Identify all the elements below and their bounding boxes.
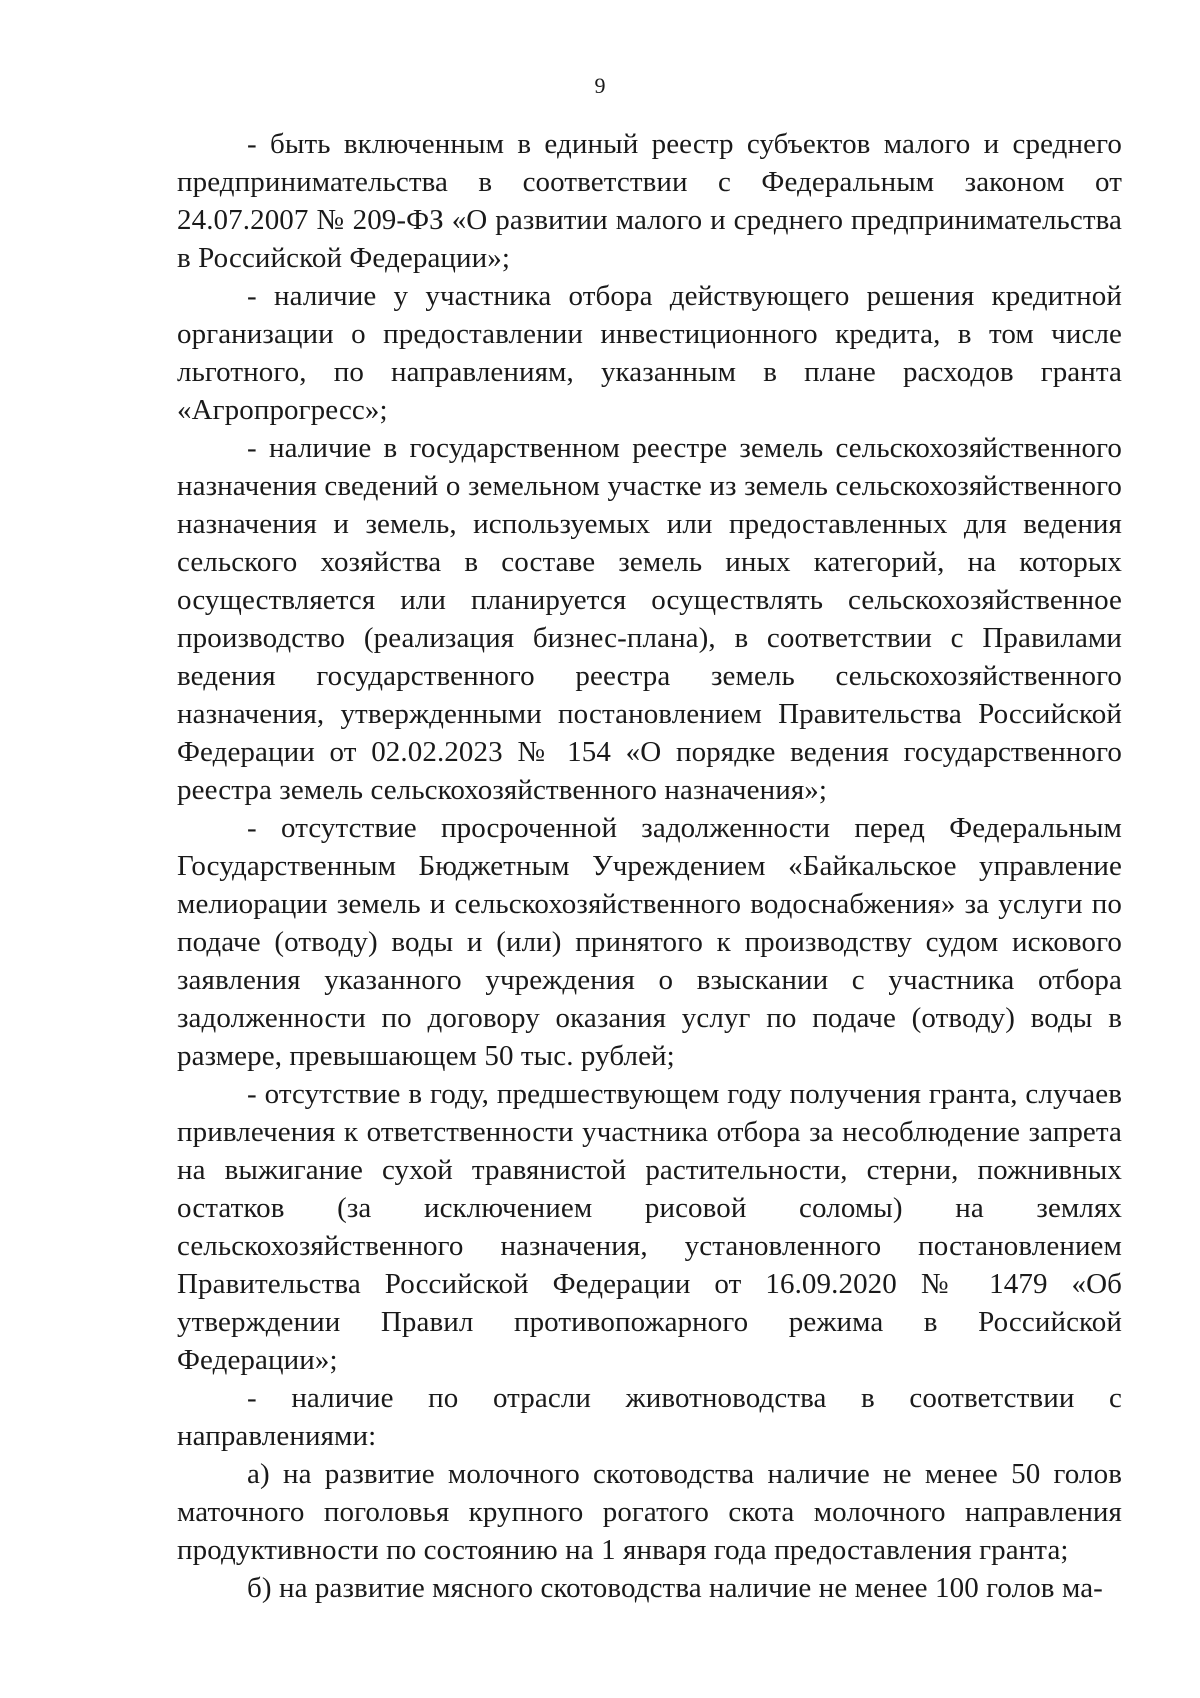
paragraph-investment-credit: - наличие у участника отбора действующего решения кредитной организации о предоставлении инвестиционного кредита, в том числе льготного, по направлениям, указанным в плане расходов гранта «Агропрогресс»;	[177, 280, 1122, 426]
document-body	[177, 125, 1122, 1607]
paragraph-no-fire-violations: - отсутствие в году, предшествующем году получения гранта, случаев привлечения к ответственности участника отбора за несоблюдение запрета на выжигание сухой травянистой растительности, стерни, пожнивных остатков (за исключением рисовой соломы) на землях сельскохозяйственного назначения, установленного постановлением Правительства Российской Федерации от 16.09.2020 № 1479 «Об утверждении Правил противопожарного режима в Российской Федерации»;	[177, 1078, 1122, 1376]
page-number: 9	[594, 73, 606, 98]
paragraph-sme-registry: - быть включенным в единый реестр субъектов малого и среднего предпринимательства в соответствии с Федеральным законом от 24.07.2007 № 209-ФЗ «О развитии малого и среднего предпринимательства в Российской Федерации»;	[177, 128, 1122, 274]
paragraph-no-overdue-debt: - отсутствие просроченной задолженности перед Федеральным Государственным Бюджетным Учреждением «Байкальское управление мелиорации земель и сельскохозяйственного водоснабжения» за услуги по подаче (отводу) воды и (или) принятого к производству судом искового заявления указанного учреждения о взыскании с участника отбора задолженности по договору оказания услуг по подаче (отводу) воды в размере, превышающем 50 тыс. рублей;	[177, 812, 1122, 1072]
paragraph-land-registry: - наличие в государственном реестре земель сельскохозяйственного назначения сведений о земельном участке из земель сельскохозяйственного назначения и земель, используемых или предоставленных для ведения сельского хозяйства в составе земель иных категорий, на которых осуществляется или планируется осуществлять сельскохозяйственное производство (реализация бизнес-плана), в соответствии с Правилами ведения государственного реестра земель сельскохозяйственного назначения, утвержденными постановлением Правительства Российской Федерации от 02.02.2023 № 154 «О порядке ведения государственного реестра земель сельскохозяйственного назначения»;	[177, 432, 1122, 806]
paragraph-dairy-cattle: а) на развитие молочного скотоводства наличие не менее 50 голов маточного поголовья крупного рогатого скота молочного направления продуктивности по состоянию на 1 января года предоставления гранта;	[177, 1458, 1122, 1566]
paragraph-beef-cattle: б) на развитие мясного скотоводства наличие не менее 100 голов ма-	[247, 1572, 1103, 1604]
paragraph-livestock-requirement: - наличие по отрасли животноводства в соответствии с направлениями:	[177, 1382, 1122, 1452]
